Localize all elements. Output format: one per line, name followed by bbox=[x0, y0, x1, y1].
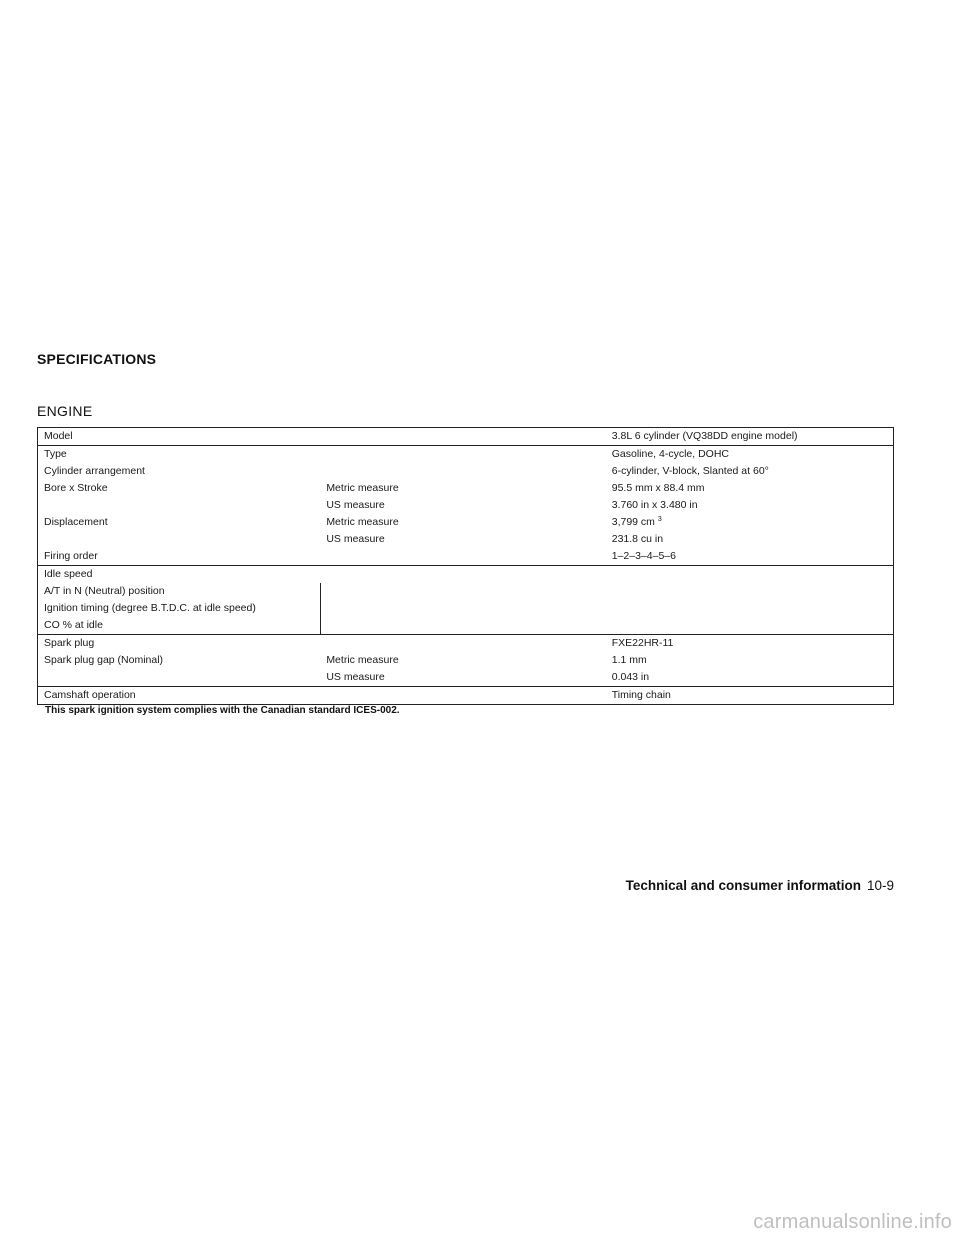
measure-label: Metric measure bbox=[326, 654, 399, 666]
compliance-note: This spark ignition system complies with the Canadian standard ICES-002. bbox=[45, 705, 400, 716]
row-value: Timing chain bbox=[606, 687, 894, 705]
row-label: CO % at idle bbox=[38, 617, 321, 635]
table-row bbox=[38, 669, 894, 687]
row-value: Gasoline, 4-cycle, DOHC bbox=[606, 446, 894, 464]
engine-spec-table bbox=[37, 427, 894, 705]
footer-title: Technical and consumer information bbox=[625, 878, 861, 893]
row-label: Type bbox=[38, 446, 321, 464]
table-row bbox=[38, 635, 894, 653]
table-row bbox=[38, 652, 894, 669]
table-group-idle bbox=[38, 566, 894, 635]
idle-note bbox=[320, 566, 893, 635]
table-row bbox=[38, 687, 894, 705]
row-value: FXE22HR-11 bbox=[606, 635, 894, 653]
measure-label: Metric measure bbox=[326, 516, 399, 528]
table-row bbox=[38, 480, 894, 497]
superscript: 3 bbox=[657, 516, 662, 523]
measure-label: US measure bbox=[320, 669, 605, 687]
table-group-camshaft bbox=[38, 687, 894, 705]
measure-label: US measure bbox=[326, 533, 385, 545]
row-label: Bore x Stroke bbox=[38, 480, 321, 497]
measure-label: US measure bbox=[326, 499, 385, 511]
row-label: Spark plug bbox=[38, 635, 321, 653]
table-row bbox=[38, 446, 894, 464]
watermark: carmanualsonline.info bbox=[753, 1211, 952, 1233]
engine-subtitle: ENGINE bbox=[37, 403, 93, 419]
row-label: Cylinder arrangement bbox=[38, 463, 321, 480]
row-label: Model bbox=[38, 428, 321, 446]
table-row bbox=[38, 548, 894, 566]
row-value: 95.5 mm x 88.4 mm bbox=[606, 480, 894, 497]
displacement-value: 3,799 cm bbox=[611, 516, 655, 528]
row-value: 1.1 mm bbox=[606, 652, 894, 669]
row-label: Ignition timing (degree B.T.D.C. at idle speed) bbox=[38, 600, 321, 617]
row-value: 3.760 in x 3.480 in bbox=[606, 497, 894, 514]
row-label: Idle speed bbox=[38, 566, 321, 584]
table-row bbox=[38, 514, 894, 531]
table-group-model bbox=[38, 428, 894, 446]
row-value: 231.8 cu in bbox=[606, 531, 894, 548]
row-label: Camshaft operation bbox=[38, 687, 321, 705]
section-title: SPECIFICATIONS bbox=[37, 351, 157, 367]
table-row bbox=[38, 463, 894, 480]
page-footer bbox=[626, 878, 894, 893]
row-label: Displacement bbox=[38, 514, 321, 531]
row-value: 1–2–3–4–5–6 bbox=[606, 548, 894, 566]
row-label: A/T in N (Neutral) position bbox=[38, 583, 321, 600]
row-label: Spark plug gap (Nominal) bbox=[38, 652, 321, 669]
table-group-engine bbox=[38, 446, 894, 566]
table-row bbox=[38, 566, 894, 584]
table-row bbox=[38, 497, 894, 514]
row-value bbox=[606, 514, 894, 531]
page-number: 10-9 bbox=[866, 878, 894, 893]
table-row bbox=[38, 428, 894, 446]
row-value: 0.043 in bbox=[606, 669, 894, 687]
table-row bbox=[38, 531, 894, 548]
row-label: Firing order bbox=[38, 548, 321, 566]
table-group-spark bbox=[38, 635, 894, 687]
row-value: 6-cylinder, V-block, Slanted at 60° bbox=[606, 463, 894, 480]
row-value: 3.8L 6 cylinder (VQ38DD engine model) bbox=[606, 428, 894, 446]
measure-label: Metric measure bbox=[326, 482, 399, 494]
